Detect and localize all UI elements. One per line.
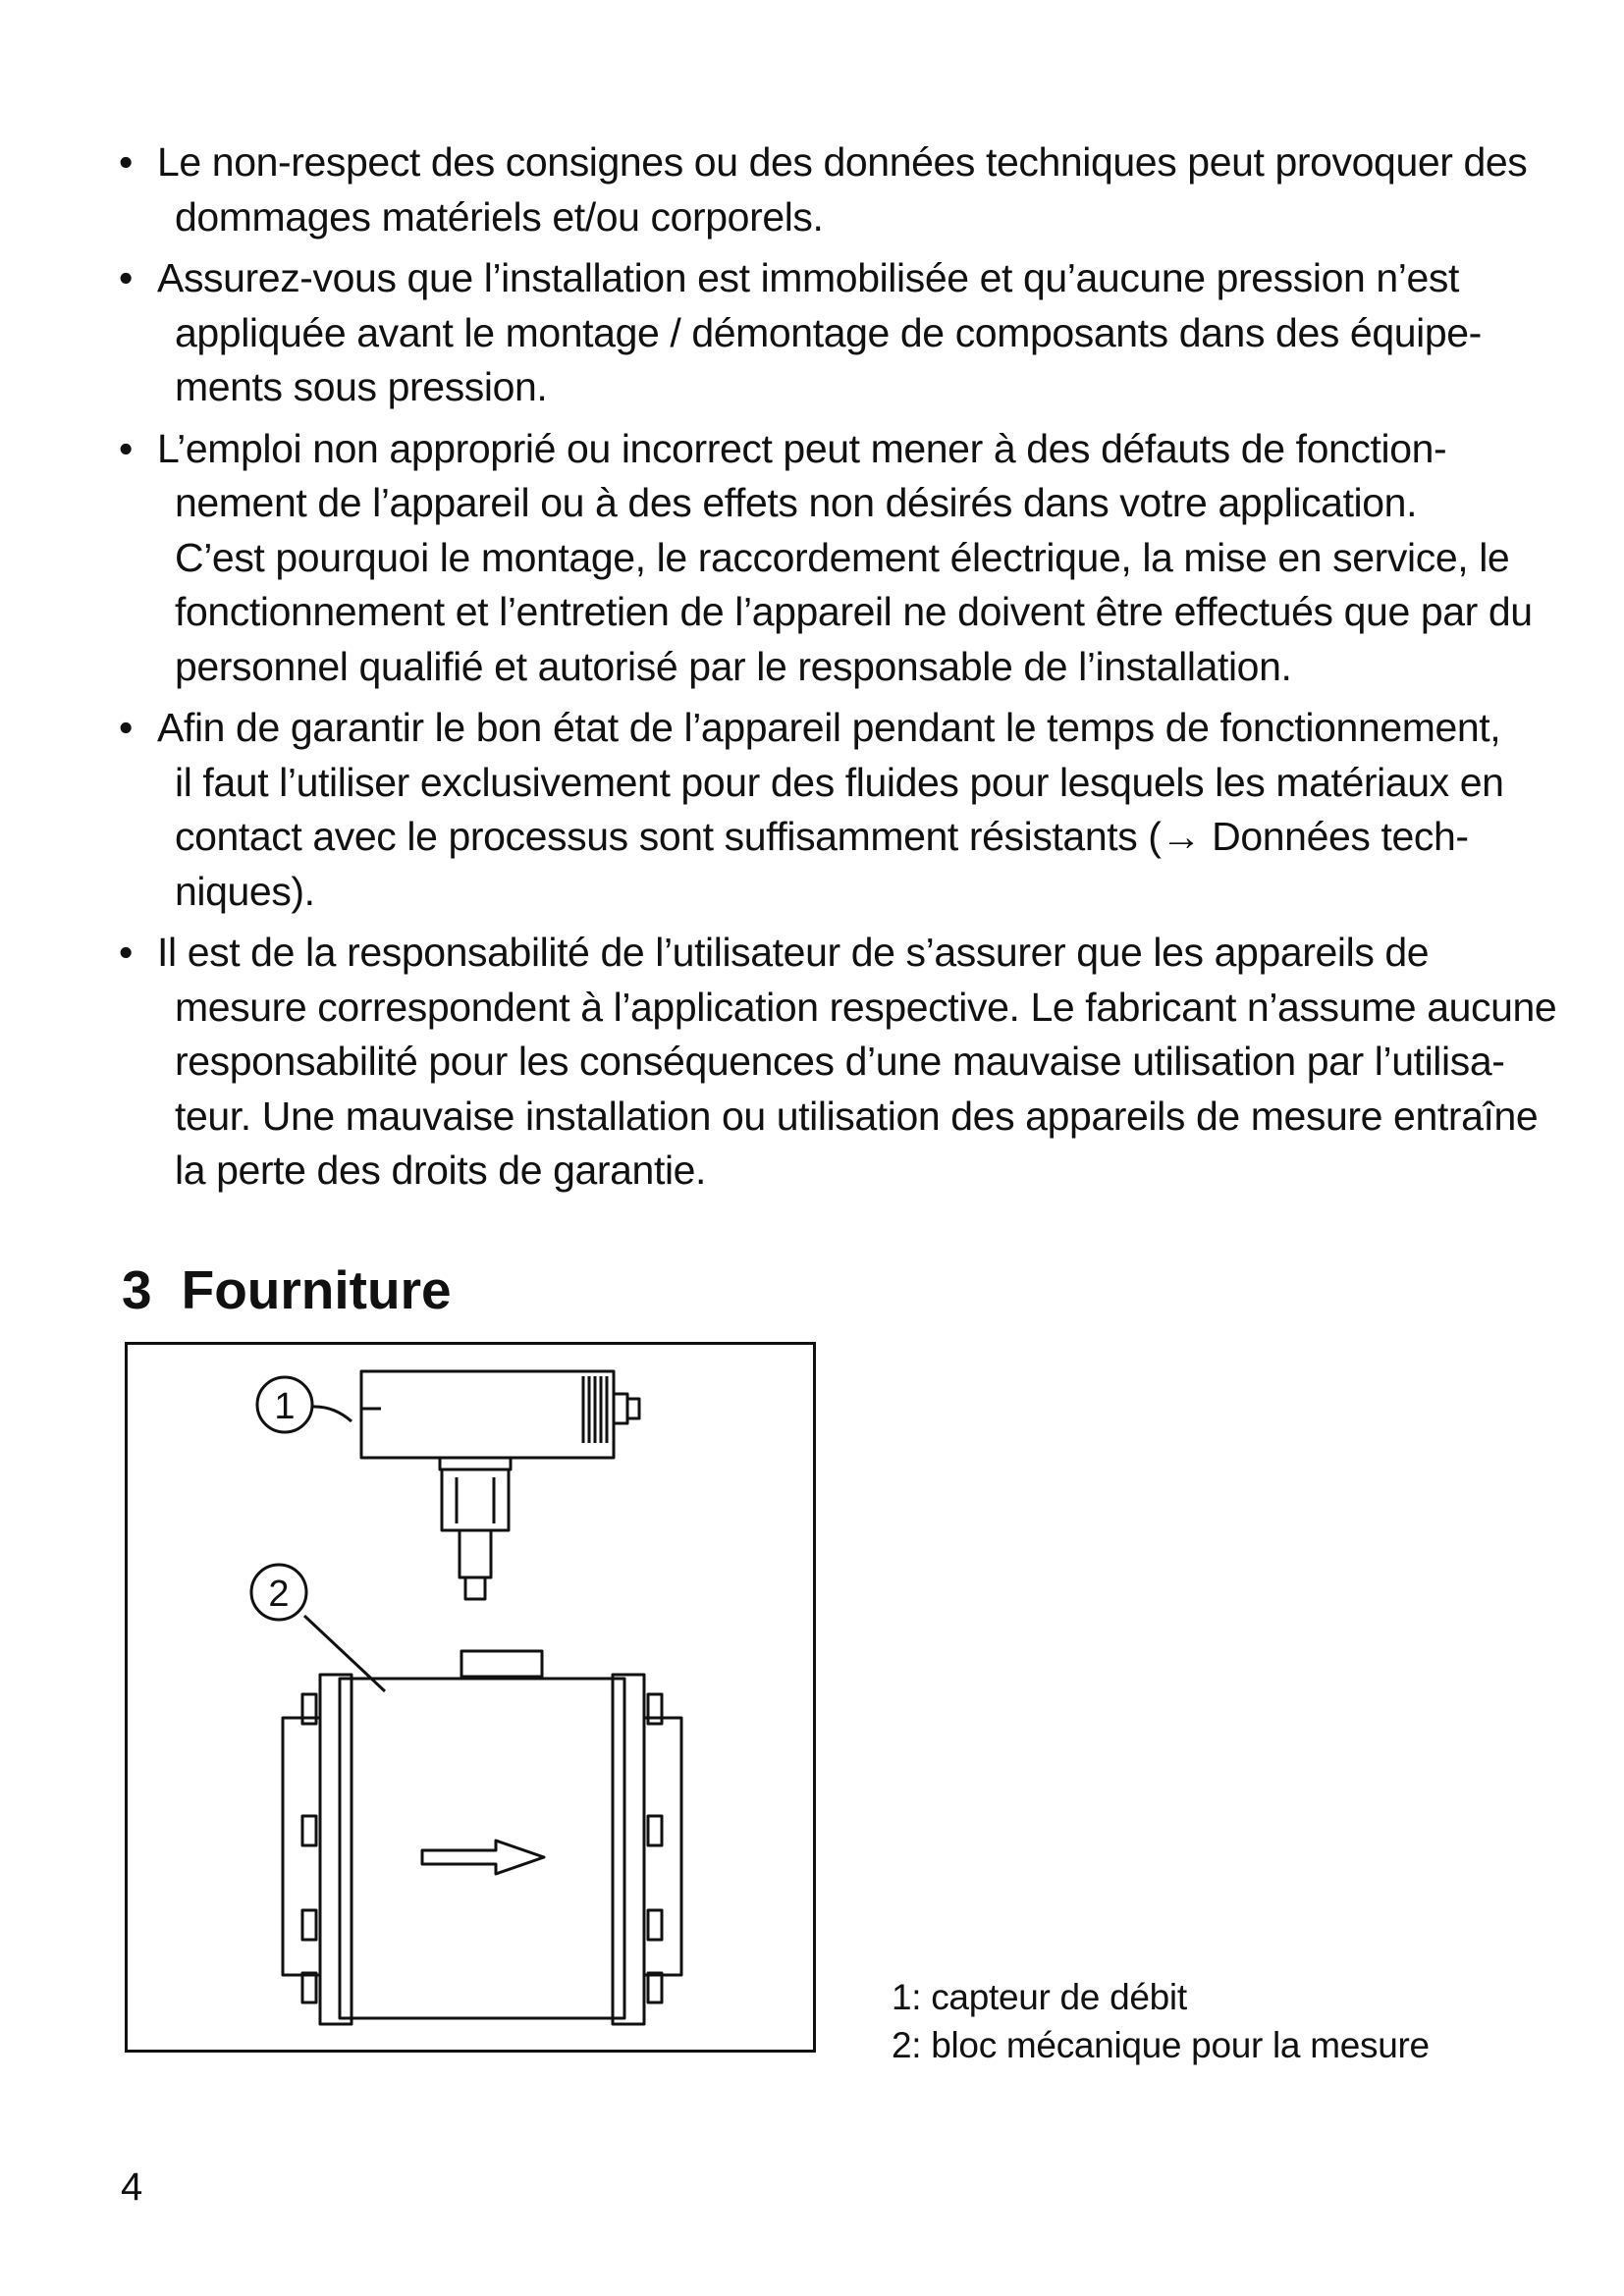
flow-direction-arrow-icon	[422, 1841, 544, 1874]
legend-item-1: 1: capteur de débit	[892, 1977, 1187, 2017]
bullet-line: personnel qualifié et autorisé par le responsable de l’installation.	[175, 643, 1292, 689]
bullet-item	[113, 135, 1527, 244]
bullet-dot: •	[119, 425, 133, 471]
bullet-line: niques).	[175, 868, 315, 914]
section-heading	[122, 1258, 452, 1321]
bullet-line: Afin de garantir le bon état de l’appareil pendant le temps de fonctionnement,	[157, 705, 1501, 750]
bullet-line: contact avec le processus sont suffisamment résistants (→ Données tech-	[175, 814, 1469, 859]
flow-sensor-drawing	[128, 1345, 819, 2056]
bullet-line: ments sous pression.	[175, 364, 548, 409]
bullet-line: L’emploi non approprié ou incorrect peut mener à des défauts de fonction-	[157, 425, 1447, 471]
bullet-line: teur. Une mauvaise installation ou utilisation des appareils de mesure entraîne	[175, 1093, 1539, 1139]
bullet-dot: •	[119, 139, 133, 185]
bullet-line: nement de l’appareil ou à des effets non désirés dans votre application.	[175, 480, 1418, 525]
bullet-line: responsabilité pour les conséquences d’une mauvaise utilisation par l’utilisa-	[175, 1039, 1505, 1084]
bullet-line: il faut l’utiliser exclusivement pour des fluides pour lesquels les matériaux en	[175, 759, 1504, 805]
bullet-item	[113, 422, 1533, 695]
section-number: 3	[122, 1259, 152, 1320]
bullet-line: la perte des droits de garantie.	[175, 1148, 707, 1193]
safety-bullet-list	[113, 135, 1557, 1205]
bullet-item	[113, 251, 1527, 415]
delivery-figure	[125, 1342, 816, 2053]
bullet-dot: •	[119, 930, 133, 975]
bullet-line: Il est de la responsabilité de l’utilisateur de s’assurer que les appareils de	[157, 930, 1430, 975]
bullet-line: fonctionnement et l’entretien de l’appareil ne doivent être effectués que par du	[175, 589, 1533, 634]
bullet-item	[113, 701, 1527, 919]
callout-1-label: 1	[274, 1386, 296, 1427]
mechanical-block-part	[283, 1651, 681, 2024]
bullet-dot: •	[119, 705, 133, 750]
legend-item-2: 2: bloc mécanique pour la mesure	[892, 2025, 1430, 2065]
bullet-dot: •	[119, 255, 133, 300]
bullet-line: Assurez-vous que l’installation est immobilisée et qu’aucune pression n’est	[157, 255, 1459, 300]
bullet-line: Le non-respect des consignes ou des données techniques peut provoquer des	[157, 139, 1528, 185]
section-title: Fourniture	[181, 1259, 452, 1320]
bullet-item	[113, 926, 1557, 1199]
page-number: 4	[121, 2165, 143, 2209]
bullet-line: C’est pourquoi le montage, le raccordement électrique, la mise en service, le	[175, 534, 1510, 580]
callout-2-label: 2	[268, 1574, 290, 1615]
flow-sensor-part	[361, 1371, 639, 1599]
bullet-line: dommages matériels et/ou corporels.	[175, 193, 824, 240]
bullet-line: appliquée avant le montage / démontage de composants dans des équipe-	[175, 309, 1482, 355]
figure-legend	[892, 1973, 1430, 2069]
bullet-line: mesure correspondent à l’application respective. Le fabricant n’assume aucune	[175, 984, 1557, 1030]
